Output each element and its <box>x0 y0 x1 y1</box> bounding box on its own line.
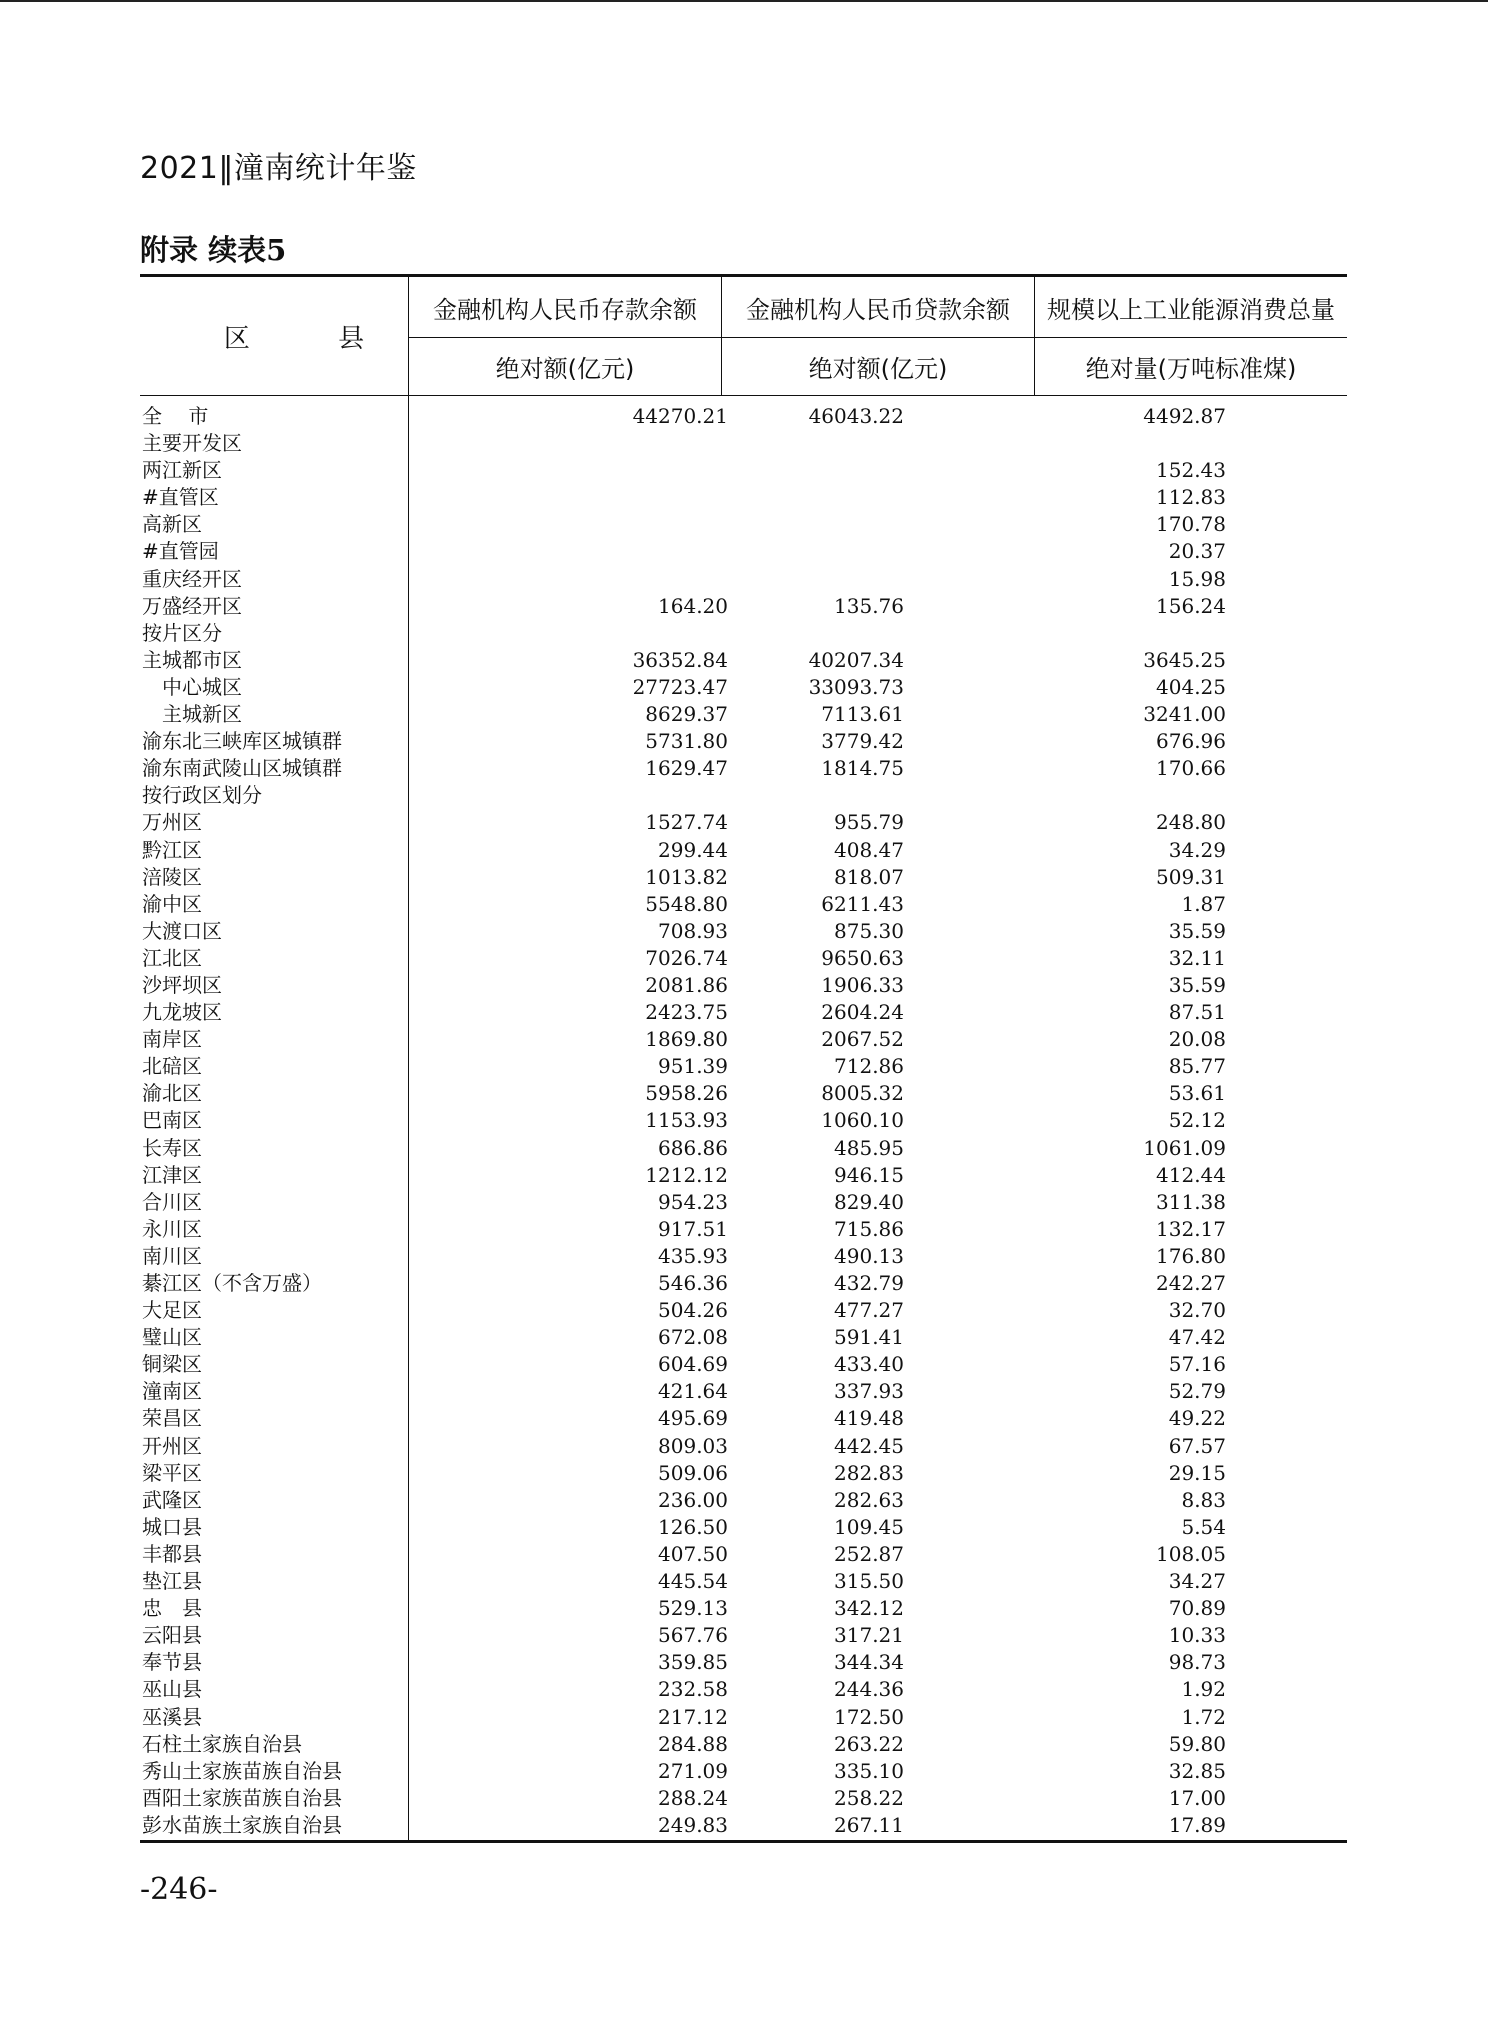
header-bottom-rule <box>140 395 1347 396</box>
table-row <box>140 1568 1347 1595</box>
loan-value: 1060.10 <box>821 1108 904 1133</box>
loan-value: 244.36 <box>834 1677 904 1702</box>
header-district: 区 县 <box>223 323 405 354</box>
loan-value: 109.45 <box>834 1514 904 1539</box>
deposit-value: 359.85 <box>658 1650 728 1675</box>
deposit-value: 36352.84 <box>632 647 728 672</box>
deposit-value: 217.12 <box>658 1704 728 1729</box>
table-row <box>140 1378 1347 1405</box>
table-row <box>140 1541 1347 1568</box>
table-row <box>140 864 1347 891</box>
table-row <box>140 755 1347 782</box>
table-row <box>140 647 1347 674</box>
deposit-value: 2423.75 <box>645 1000 728 1025</box>
deposit-value: 284.88 <box>658 1731 728 1756</box>
deposit-value: 509.06 <box>658 1460 728 1485</box>
table-row <box>140 1649 1347 1676</box>
district-name: 万盛经开区 <box>142 593 242 618</box>
deposit-value: 164.20 <box>658 593 728 618</box>
loan-value: 3779.42 <box>821 729 904 754</box>
loan-value: 267.11 <box>834 1812 904 1837</box>
table-row <box>140 1324 1347 1351</box>
energy-value: 59.80 <box>1168 1731 1226 1756</box>
energy-value: 404.25 <box>1156 674 1226 699</box>
deposit-value: 1629.47 <box>645 756 728 781</box>
loan-value: 955.79 <box>834 810 904 835</box>
district-name: 南岸区 <box>142 1027 202 1052</box>
loan-value: 1906.33 <box>821 972 904 997</box>
table-row <box>140 403 1347 430</box>
energy-value: 170.78 <box>1156 512 1226 537</box>
district-name: 奉节县 <box>142 1650 202 1675</box>
table-row <box>140 1053 1347 1080</box>
table-row <box>140 457 1347 484</box>
loan-value: 490.13 <box>834 1243 904 1268</box>
deposit-value: 546.36 <box>658 1271 728 1295</box>
energy-value: 1061.09 <box>1143 1135 1226 1160</box>
district-name: 城口县 <box>142 1514 202 1539</box>
loan-value: 258.22 <box>834 1785 904 1810</box>
loan-value: 172.50 <box>834 1704 904 1729</box>
loan-value: 40207.34 <box>808 647 904 672</box>
energy-value: 132.17 <box>1156 1216 1226 1241</box>
header-energy-unit: 绝对量(万吨标准煤) <box>1085 355 1297 383</box>
energy-value: 32.85 <box>1168 1758 1226 1783</box>
energy-value: 20.37 <box>1168 539 1226 564</box>
deposit-value: 407.50 <box>658 1541 728 1566</box>
energy-value: 1.72 <box>1181 1704 1226 1729</box>
table-row <box>140 430 1347 457</box>
energy-value: 5.54 <box>1181 1514 1226 1539</box>
district-name: 按片区分 <box>142 620 222 645</box>
table-row <box>140 593 1347 620</box>
header-energy: 规模以上工业能源消费总量 <box>1047 295 1335 324</box>
deposit-value: 672.08 <box>658 1325 728 1350</box>
table-row <box>140 566 1347 593</box>
table-row <box>140 1107 1347 1134</box>
district-name: 璧山区 <box>142 1325 202 1350</box>
table-row <box>140 782 1347 809</box>
loan-value: 2604.24 <box>821 1000 904 1025</box>
page-top-border <box>0 0 1488 2</box>
district-name: 石柱土家族自治县 <box>142 1731 302 1756</box>
deposit-value: 249.83 <box>658 1812 728 1837</box>
table-row <box>140 674 1347 701</box>
energy-value: 676.96 <box>1156 729 1226 754</box>
district-name: 渝东南武陵山区城镇群 <box>142 756 342 781</box>
loan-value: 282.83 <box>834 1460 904 1485</box>
table-row <box>140 1216 1347 1243</box>
table-row <box>140 1351 1347 1378</box>
district-name: 九龙坡区 <box>142 1000 222 1025</box>
district-name: #直管区 <box>142 485 219 510</box>
loan-value: 6211.43 <box>821 891 904 916</box>
district-name: 黔江区 <box>142 837 202 862</box>
district-name: 彭水苗族土家族自治县 <box>142 1812 342 1837</box>
energy-value: 176.80 <box>1156 1243 1226 1268</box>
loan-value: 8005.32 <box>821 1081 904 1106</box>
district-name: 巫山县 <box>142 1677 202 1702</box>
table-row <box>140 945 1347 972</box>
energy-value: 311.38 <box>1156 1189 1226 1214</box>
district-name: 重庆经开区 <box>142 566 242 591</box>
district-name: 永川区 <box>142 1216 202 1241</box>
loan-value: 252.87 <box>834 1541 904 1566</box>
table-row <box>140 1487 1347 1514</box>
table-row <box>140 1433 1347 1460</box>
district-name: 江北区 <box>142 945 202 970</box>
district-name: 主城都市区 <box>142 647 242 672</box>
deposit-value: 1013.82 <box>645 864 728 889</box>
loan-value: 263.22 <box>834 1731 904 1756</box>
deposit-value: 8629.37 <box>645 702 728 727</box>
table-row <box>140 891 1347 918</box>
district-name: 丰都县 <box>142 1541 202 1566</box>
district-name: 高新区 <box>142 512 202 537</box>
loan-value: 432.79 <box>834 1271 904 1295</box>
energy-value: 15.98 <box>1168 566 1226 591</box>
page-number: -246- <box>140 1872 218 1907</box>
deposit-value: 271.09 <box>658 1758 728 1783</box>
header-deposit-unit: 绝对额(亿元) <box>495 355 635 383</box>
district-name: 大足区 <box>142 1298 202 1323</box>
table-row <box>140 1758 1347 1785</box>
deposit-value: 421.64 <box>658 1379 728 1404</box>
district-name: 南川区 <box>142 1243 202 1268</box>
table-row <box>140 1270 1347 1297</box>
loan-value: 433.40 <box>834 1352 904 1377</box>
table-row <box>140 1162 1347 1189</box>
table-row <box>140 809 1347 836</box>
loan-value: 46043.22 <box>808 404 904 428</box>
energy-value: 242.27 <box>1156 1271 1226 1295</box>
energy-value: 98.73 <box>1168 1650 1226 1675</box>
table-row <box>140 511 1347 538</box>
loan-value: 135.76 <box>834 593 904 618</box>
energy-value: 412.44 <box>1156 1162 1226 1187</box>
energy-value: 3241.00 <box>1143 702 1226 727</box>
deposit-value: 5731.80 <box>645 729 728 754</box>
energy-value: 17.00 <box>1168 1785 1226 1810</box>
table-row <box>140 837 1347 864</box>
energy-value: 47.42 <box>1168 1325 1226 1350</box>
loan-value: 315.50 <box>834 1569 904 1594</box>
energy-value: 70.89 <box>1168 1596 1226 1621</box>
table-row <box>140 972 1347 999</box>
loan-value: 2067.52 <box>821 1027 904 1052</box>
deposit-value: 708.93 <box>658 918 728 943</box>
district-name: 沙坪坝区 <box>142 972 222 997</box>
deposit-value: 951.39 <box>658 1054 728 1079</box>
district-name: 梁平区 <box>142 1460 202 1485</box>
deposit-value: 232.58 <box>658 1677 728 1702</box>
deposit-value: 5958.26 <box>645 1081 728 1106</box>
energy-value: 32.11 <box>1168 945 1226 970</box>
energy-value: 8.83 <box>1181 1487 1226 1512</box>
district-name: 秀山土家族苗族自治县 <box>142 1758 342 1783</box>
table-row <box>140 1622 1347 1649</box>
header-deposit: 金融机构人民币存款余额 <box>433 295 697 324</box>
deposit-value: 299.44 <box>658 837 728 862</box>
table-row <box>140 1595 1347 1622</box>
header-loan-unit: 绝对额(亿元) <box>808 355 948 383</box>
loan-value: 477.27 <box>834 1298 904 1323</box>
table-row <box>140 538 1347 565</box>
energy-value: 85.77 <box>1168 1054 1226 1079</box>
energy-value: 87.51 <box>1168 1000 1226 1025</box>
district-name: 大渡口区 <box>142 918 222 943</box>
loan-value: 875.30 <box>834 918 904 943</box>
loan-value: 342.12 <box>834 1596 904 1621</box>
district-name: 武隆区 <box>142 1487 202 1512</box>
district-name: 忠 县 <box>142 1596 202 1621</box>
energy-value: 35.59 <box>1168 918 1226 943</box>
table-row <box>140 1460 1347 1487</box>
table-row <box>140 484 1347 511</box>
table-row <box>140 1243 1347 1270</box>
deposit-value: 1212.12 <box>645 1162 728 1187</box>
energy-value: 4492.87 <box>1143 404 1226 428</box>
table-row <box>140 701 1347 728</box>
district-name: 渝北区 <box>142 1081 202 1106</box>
table-title: 附录 续表5 <box>140 233 287 267</box>
district-name: 涪陵区 <box>142 864 202 889</box>
table-row <box>140 1812 1347 1839</box>
table-row <box>140 999 1347 1026</box>
deposit-value: 1153.93 <box>645 1108 728 1133</box>
district-name: 中心城区 <box>142 674 242 699</box>
energy-value: 53.61 <box>1168 1081 1226 1106</box>
district-name: 长寿区 <box>142 1135 202 1160</box>
loan-value: 829.40 <box>834 1189 904 1214</box>
energy-value: 17.89 <box>1168 1812 1226 1837</box>
district-name: 主城新区 <box>142 702 242 727</box>
energy-value: 29.15 <box>1168 1460 1226 1485</box>
deposit-value: 435.93 <box>658 1243 728 1268</box>
deposit-value: 495.69 <box>658 1406 728 1431</box>
loan-value: 337.93 <box>834 1379 904 1404</box>
energy-value: 108.05 <box>1156 1541 1226 1566</box>
table-row <box>140 1704 1347 1731</box>
table-row <box>140 1731 1347 1758</box>
energy-value: 170.66 <box>1156 756 1226 781</box>
table-row <box>140 728 1347 755</box>
district-name: 主要开发区 <box>142 431 242 456</box>
deposit-value: 27723.47 <box>632 674 728 699</box>
district-name: 开州区 <box>142 1433 202 1458</box>
district-name: 渝东北三峡库区城镇群 <box>142 729 342 754</box>
deposit-value: 1527.74 <box>645 810 728 835</box>
deposit-value: 7026.74 <box>645 945 728 970</box>
energy-value: 52.12 <box>1168 1108 1226 1133</box>
table-row <box>140 918 1347 945</box>
district-name: 两江新区 <box>142 458 222 483</box>
table-row <box>140 1297 1347 1324</box>
loan-value: 7113.61 <box>821 702 904 727</box>
deposit-value: 445.54 <box>658 1569 728 1594</box>
loan-value: 715.86 <box>834 1216 904 1241</box>
district-name: 全 市 <box>142 404 209 428</box>
district-name: 酉阳土家族苗族自治县 <box>142 1785 342 1810</box>
loan-value: 442.45 <box>834 1433 904 1458</box>
loan-value: 9650.63 <box>821 945 904 970</box>
deposit-value: 604.69 <box>658 1352 728 1377</box>
table-row <box>140 1785 1347 1812</box>
energy-value: 32.70 <box>1168 1298 1226 1323</box>
energy-value: 49.22 <box>1168 1406 1226 1431</box>
district-name: 万州区 <box>142 810 202 835</box>
district-name: 渝中区 <box>142 891 202 916</box>
table-row <box>140 1514 1347 1541</box>
district-name: 江津区 <box>142 1162 202 1187</box>
table-row <box>140 1405 1347 1432</box>
energy-value: 1.92 <box>1181 1677 1226 1702</box>
district-name: 垫江县 <box>142 1569 202 1594</box>
deposit-value: 126.50 <box>658 1514 728 1539</box>
deposit-value: 504.26 <box>658 1298 728 1323</box>
loan-value: 818.07 <box>834 864 904 889</box>
energy-value: 52.79 <box>1168 1379 1226 1404</box>
energy-value: 20.08 <box>1168 1027 1226 1052</box>
loan-value: 485.95 <box>834 1135 904 1160</box>
loan-value: 1814.75 <box>821 756 904 781</box>
energy-value: 34.29 <box>1168 837 1226 862</box>
table-row <box>140 1026 1347 1053</box>
table-row <box>140 1135 1347 1162</box>
energy-value: 35.59 <box>1168 972 1226 997</box>
energy-value: 156.24 <box>1156 593 1226 618</box>
loan-value: 335.10 <box>834 1758 904 1783</box>
table-bottom-rule <box>140 1840 1347 1843</box>
running-head: 2021‖潼南统计年鉴 <box>140 151 417 186</box>
district-name: 合川区 <box>142 1189 202 1214</box>
energy-value: 67.57 <box>1168 1433 1226 1458</box>
district-name: 按行政区划分 <box>142 783 262 808</box>
deposit-value: 44270.21 <box>632 404 728 428</box>
deposit-value: 686.86 <box>658 1135 728 1160</box>
energy-value: 509.31 <box>1156 864 1226 889</box>
loan-value: 344.34 <box>834 1650 904 1675</box>
table-row <box>140 620 1347 647</box>
deposit-value: 288.24 <box>658 1785 728 1810</box>
district-name: 綦江区（不含万盛） <box>142 1271 322 1295</box>
deposit-value: 567.76 <box>658 1623 728 1648</box>
deposit-value: 2081.86 <box>645 972 728 997</box>
deposit-value: 917.51 <box>658 1216 728 1241</box>
district-name: 潼南区 <box>142 1379 202 1404</box>
loan-value: 946.15 <box>834 1162 904 1187</box>
district-name: 荣昌区 <box>142 1406 202 1431</box>
energy-value: 112.83 <box>1156 485 1226 510</box>
deposit-value: 809.03 <box>658 1433 728 1458</box>
district-name: #直管园 <box>142 539 219 564</box>
deposit-value: 5548.80 <box>645 891 728 916</box>
deposit-value: 236.00 <box>658 1487 728 1512</box>
district-name: 巴南区 <box>142 1108 202 1133</box>
table-row <box>140 1189 1347 1216</box>
loan-value: 33093.73 <box>808 674 904 699</box>
deposit-value: 1869.80 <box>645 1027 728 1052</box>
district-name: 铜梁区 <box>142 1352 202 1377</box>
district-name: 巫溪县 <box>142 1704 202 1729</box>
energy-value: 152.43 <box>1156 458 1226 483</box>
district-name: 北碚区 <box>142 1054 202 1079</box>
energy-value: 10.33 <box>1168 1623 1226 1648</box>
deposit-value: 529.13 <box>658 1596 728 1621</box>
loan-value: 712.86 <box>834 1054 904 1079</box>
loan-value: 591.41 <box>834 1325 904 1350</box>
energy-value: 3645.25 <box>1143 647 1226 672</box>
district-name: 云阳县 <box>142 1623 202 1648</box>
table-row <box>140 1080 1347 1107</box>
energy-value: 1.87 <box>1181 891 1226 916</box>
loan-value: 317.21 <box>834 1623 904 1648</box>
deposit-value: 954.23 <box>658 1189 728 1214</box>
loan-value: 408.47 <box>834 837 904 862</box>
loan-value: 419.48 <box>834 1406 904 1431</box>
energy-value: 57.16 <box>1168 1352 1226 1377</box>
header-loan: 金融机构人民币贷款余额 <box>746 295 1010 324</box>
loan-value: 282.63 <box>834 1487 904 1512</box>
table-body <box>140 403 1347 1839</box>
energy-value: 248.80 <box>1156 810 1226 835</box>
energy-value: 34.27 <box>1168 1569 1226 1594</box>
table-row <box>140 1676 1347 1703</box>
